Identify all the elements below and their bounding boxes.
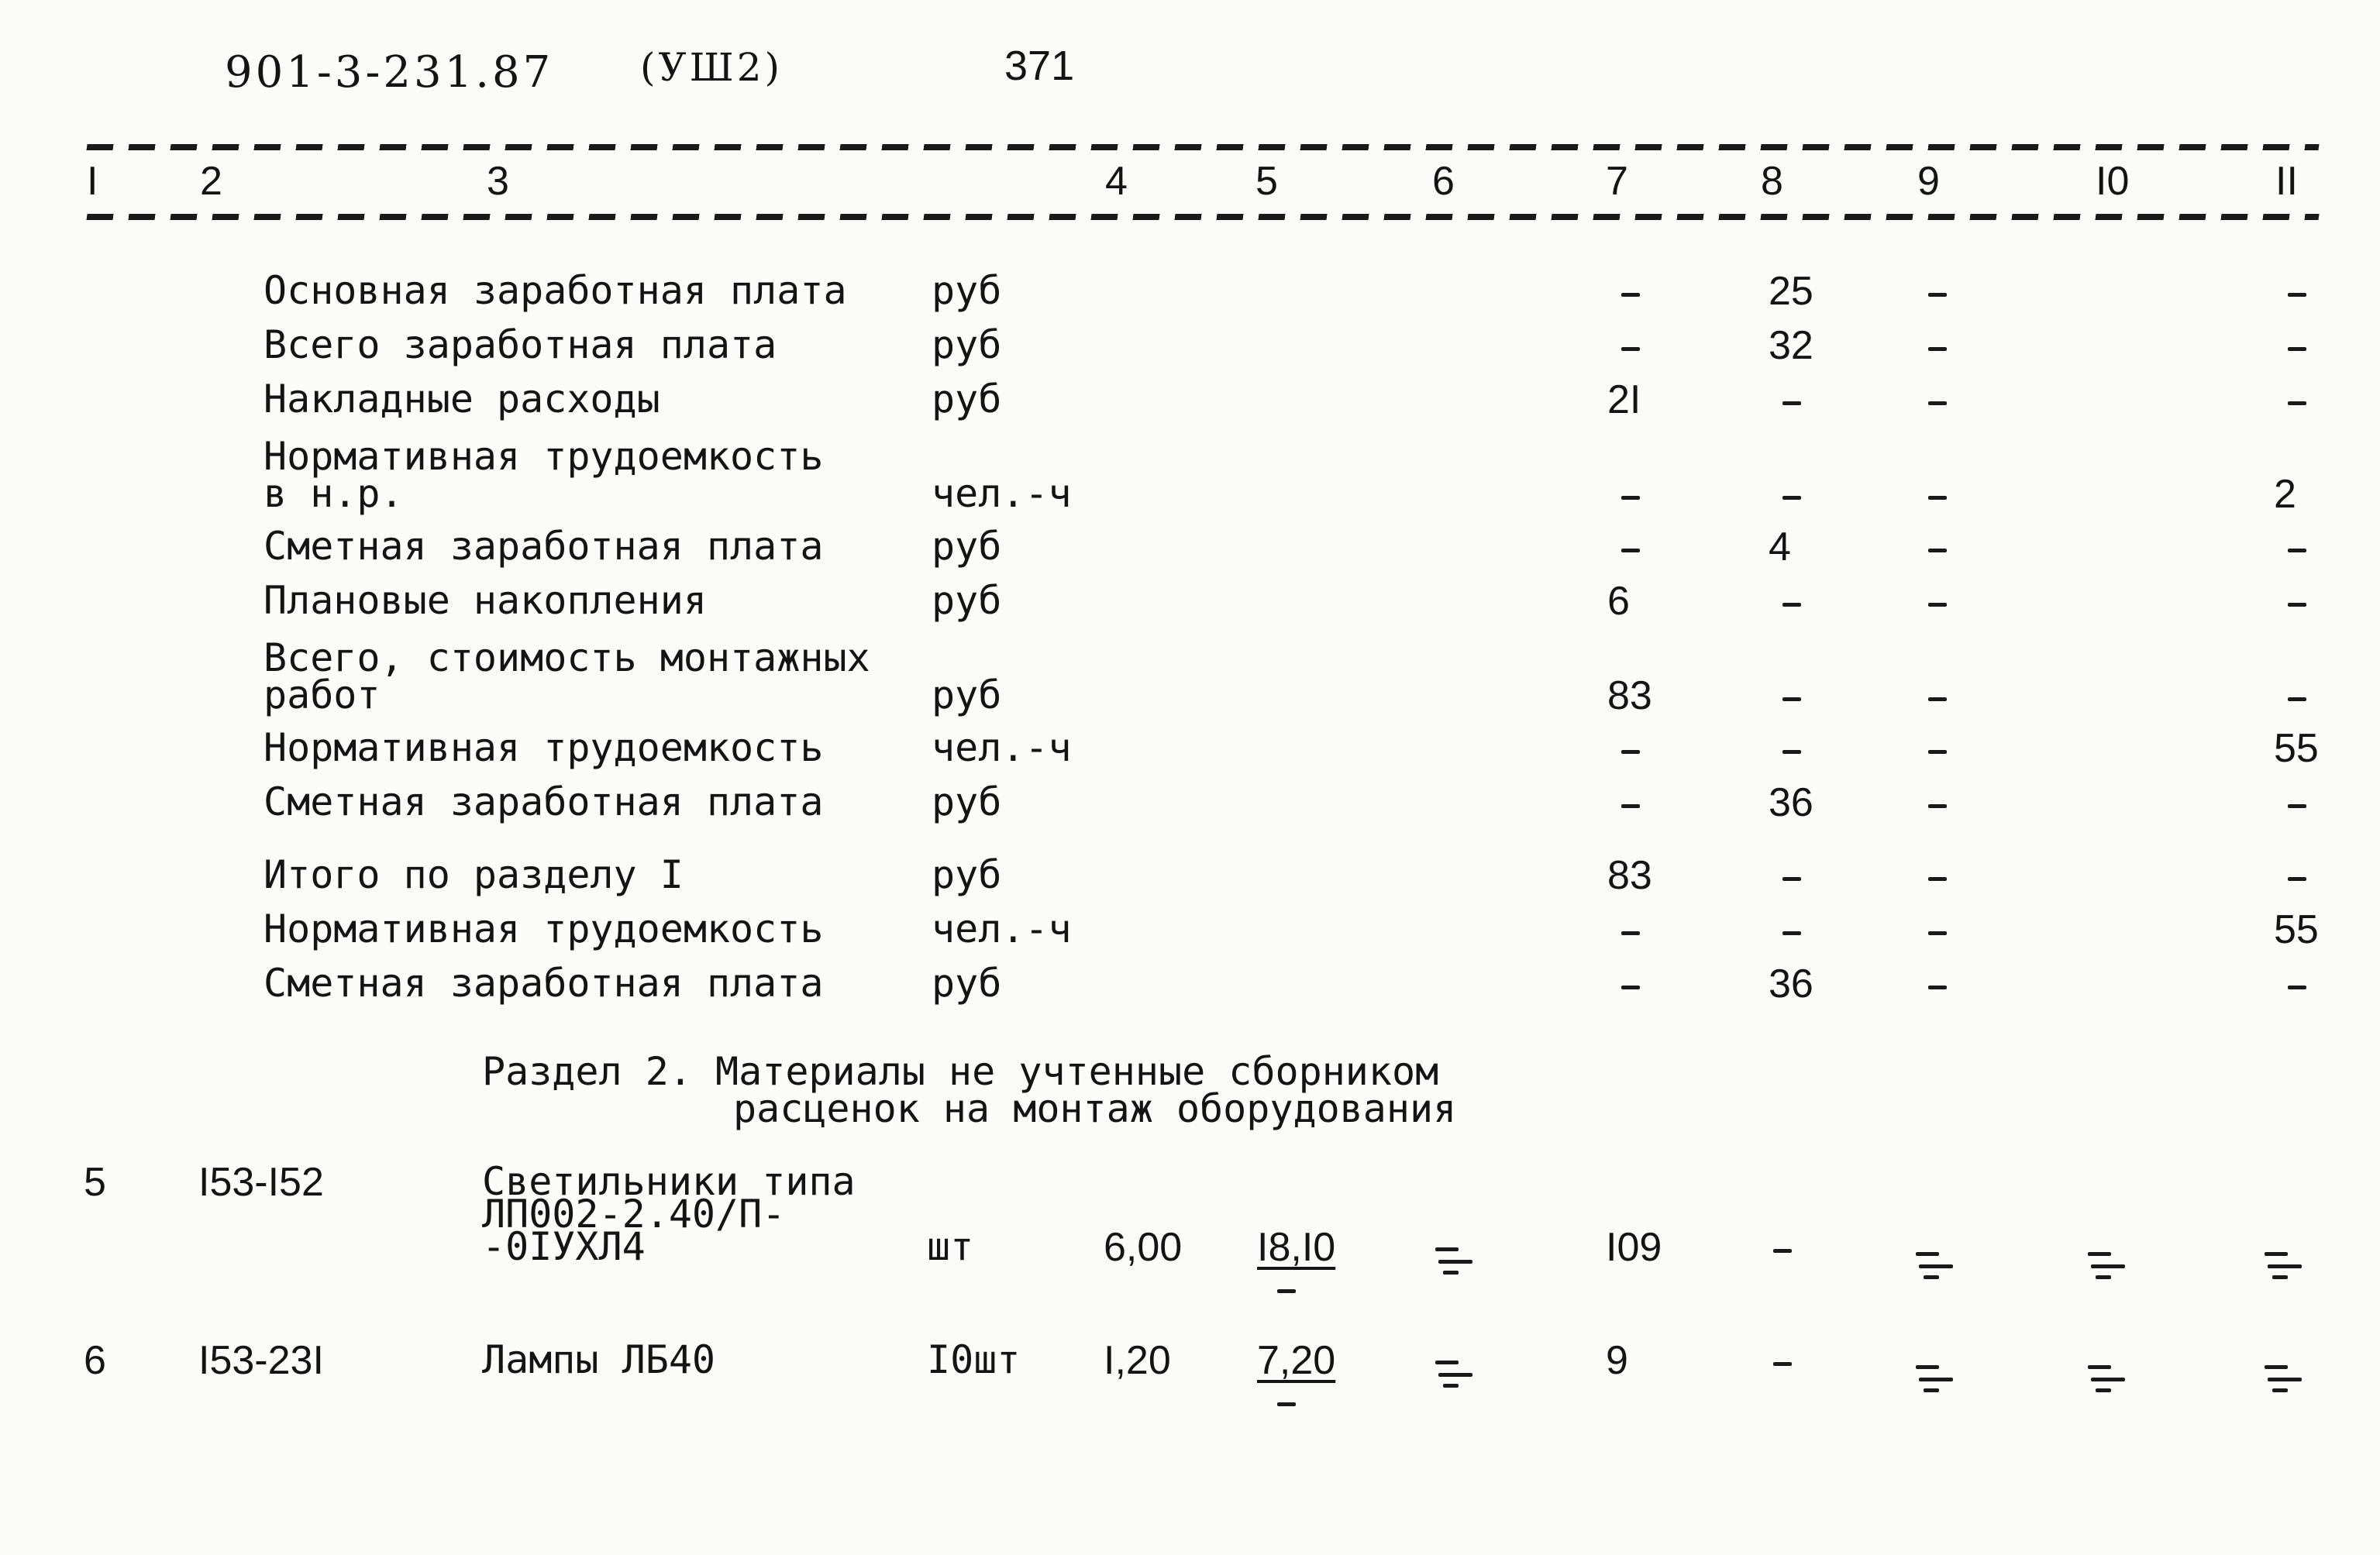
summary-row-4-col9 <box>1928 496 1947 500</box>
summary-row-7-label-line-2: работ <box>263 673 381 717</box>
summary-row-8-col9 <box>1928 750 1947 754</box>
summary-row-10-unit: руб <box>932 852 1002 897</box>
summary-row-11-col9 <box>1928 931 1947 935</box>
summary-row-1-col8: 25 <box>1769 269 1813 314</box>
item-5-unit-price: I8,I0 <box>1257 1225 1336 1270</box>
item-5-name-line-2: ЛП002-2.40/П- <box>482 1192 786 1237</box>
item-6-unit: I0шт <box>927 1337 1021 1382</box>
header-rule-top <box>86 144 2319 150</box>
summary-row-12-col9 <box>1928 986 1947 989</box>
column-header-5: 5 <box>1255 159 1278 204</box>
summary-row-9-col9 <box>1928 804 1947 808</box>
item-6-col8 <box>1773 1362 1792 1366</box>
summary-row-1-unit: руб <box>932 268 1002 313</box>
document-variant: (УШ2) <box>640 45 784 90</box>
column-header-4: 4 <box>1105 159 1128 204</box>
summary-row-12-col8: 36 <box>1769 962 1813 1006</box>
summary-row-12-col11 <box>2288 986 2306 989</box>
item-6-col10-ditto <box>2085 1345 2128 1395</box>
summary-row-10-label: Итого по разделу I <box>263 852 684 897</box>
summary-row-12-unit: руб <box>932 961 1002 1006</box>
item-5-name-line-1: Светильники типа <box>482 1159 856 1204</box>
item-6-price-code: I53-23I <box>198 1338 324 1383</box>
column-header-8: 8 <box>1761 159 1783 204</box>
summary-row-5-label: Сметная заработная плата <box>263 524 824 569</box>
summary-row-9-col7 <box>1621 804 1640 808</box>
summary-row-6-label: Плановые накопления <box>263 578 707 623</box>
summary-row-1-col7 <box>1621 293 1640 297</box>
summary-row-10-col9 <box>1928 877 1947 881</box>
summary-row-12-col7 <box>1621 986 1640 989</box>
summary-row-2-col7 <box>1621 347 1640 351</box>
item-5-col10-ditto <box>2085 1232 2128 1281</box>
summary-row-6-col8 <box>1782 603 1801 607</box>
item-5-number: 5 <box>84 1160 106 1205</box>
summary-row-2-col9 <box>1928 347 1947 351</box>
summary-row-8-unit: чел.-ч <box>932 725 1072 770</box>
summary-row-2-label: Всего заработная плата <box>263 322 777 367</box>
column-header-3: 3 <box>487 159 509 204</box>
item-5-unit: шт <box>927 1224 974 1269</box>
summary-row-3-label: Накладные расходы <box>263 377 660 421</box>
item-6-name: Лампы ЛБ40 <box>482 1337 716 1382</box>
summary-row-2-col11 <box>2288 347 2306 351</box>
summary-row-9-unit: руб <box>932 779 1002 824</box>
summary-row-5-col7 <box>1621 549 1640 552</box>
summary-row-11-col8 <box>1782 931 1801 935</box>
summary-row-4-label-line-2: в н.р. <box>263 471 404 516</box>
summary-row-1-col9 <box>1928 293 1947 297</box>
item-5-quantity: 6,00 <box>1104 1225 1183 1270</box>
summary-row-6-col9 <box>1928 603 1947 607</box>
item-5-name-line-3: -0IУХЛ4 <box>482 1224 646 1269</box>
column-header-11: II <box>2275 159 2298 204</box>
summary-row-2-col8: 32 <box>1769 323 1813 368</box>
summary-row-3-col7: 2I <box>1607 377 1641 422</box>
item-6-price-subdash <box>1277 1402 1296 1406</box>
summary-row-7-unit: руб <box>932 673 1002 717</box>
summary-row-5-unit: руб <box>932 524 1002 569</box>
summary-row-8-label: Нормативная трудоемкость <box>263 725 824 770</box>
item-6-quantity: I,20 <box>1104 1338 1171 1383</box>
item-6-col11-ditto <box>2261 1345 2305 1395</box>
column-header-6: 6 <box>1432 159 1455 204</box>
summary-row-3-col9 <box>1928 401 1947 405</box>
summary-row-5-col11 <box>2288 549 2306 552</box>
summary-row-8-col11: 55 <box>2274 726 2319 771</box>
summary-row-9-col8: 36 <box>1769 780 1813 825</box>
item-5-price-subdash <box>1277 1289 1296 1293</box>
summary-row-4-col11: 2 <box>2274 472 2296 517</box>
summary-row-1-label: Основная заработная плата <box>263 268 847 313</box>
summary-row-4-unit: чел.-ч <box>932 471 1072 516</box>
item-5-col8 <box>1773 1249 1792 1253</box>
summary-row-12-label: Сметная заработная плата <box>263 961 824 1006</box>
summary-row-1-col11 <box>2288 293 2306 297</box>
summary-row-8-col7 <box>1621 750 1640 754</box>
summary-row-11-col11: 55 <box>2274 907 2319 952</box>
summary-row-9-col11 <box>2288 804 2306 808</box>
summary-row-7-label-line-1: Всего, стоимость монтажных <box>263 635 870 680</box>
summary-row-10-col8 <box>1782 877 1801 881</box>
item-6-number: 6 <box>84 1338 106 1383</box>
item-6-col9-ditto <box>1913 1345 1956 1395</box>
page-number: 371 <box>1004 43 1075 89</box>
item-5-col9-ditto <box>1913 1232 1956 1281</box>
summary-row-2-unit: руб <box>932 322 1002 367</box>
summary-row-4-label-line-1: Нормативная трудоемкость <box>263 434 824 479</box>
summary-row-3-col11 <box>2288 401 2306 405</box>
item-6-col6-ditto <box>1432 1340 1476 1390</box>
summary-row-7-col9 <box>1928 697 1947 701</box>
summary-row-11-col7 <box>1621 931 1640 935</box>
summary-row-7-col11 <box>2288 697 2306 701</box>
column-header-10: I0 <box>2096 159 2130 204</box>
summary-row-7-col7: 83 <box>1607 673 1652 718</box>
item-5-col6-ditto <box>1432 1227 1476 1277</box>
summary-row-3-col8 <box>1782 401 1801 405</box>
item-6-col7: 9 <box>1606 1338 1628 1383</box>
column-header-2: 2 <box>200 159 222 204</box>
summary-row-7-col8 <box>1782 697 1801 701</box>
summary-row-6-col11 <box>2288 603 2306 607</box>
column-header-9: 9 <box>1917 159 1940 204</box>
summary-row-4-col7 <box>1621 496 1640 500</box>
summary-row-8-col8 <box>1782 750 1801 754</box>
section-2-title-line-1: Раздел 2. Материалы не учтенные сборником <box>482 1049 1439 1094</box>
summary-row-10-col7: 83 <box>1607 853 1652 898</box>
column-header-1: I <box>87 159 98 204</box>
item-5-price-code: I53-I52 <box>198 1160 324 1205</box>
document-code: 901-3-231.87 <box>225 47 554 98</box>
item-6-unit-price: 7,20 <box>1257 1338 1336 1383</box>
item-5-col11-ditto <box>2261 1232 2305 1281</box>
item-5-col7: I09 <box>1606 1225 1662 1270</box>
summary-row-5-col8: 4 <box>1769 525 1791 569</box>
summary-row-4-col8 <box>1782 496 1801 500</box>
summary-row-9-label: Сметная заработная плата <box>263 779 824 824</box>
summary-row-5-col9 <box>1928 549 1947 552</box>
summary-row-10-col11 <box>2288 877 2306 881</box>
summary-row-6-unit: руб <box>932 578 1002 623</box>
summary-row-11-unit: чел.-ч <box>932 907 1072 951</box>
header-rule-bottom <box>86 214 2319 220</box>
summary-row-11-label: Нормативная трудоемкость <box>263 907 824 951</box>
summary-row-3-unit: руб <box>932 377 1002 421</box>
summary-row-6-col7: 6 <box>1607 579 1630 624</box>
section-2-title-line-2: расценок на монтаж оборудования <box>733 1086 1457 1131</box>
column-header-7: 7 <box>1606 159 1628 204</box>
